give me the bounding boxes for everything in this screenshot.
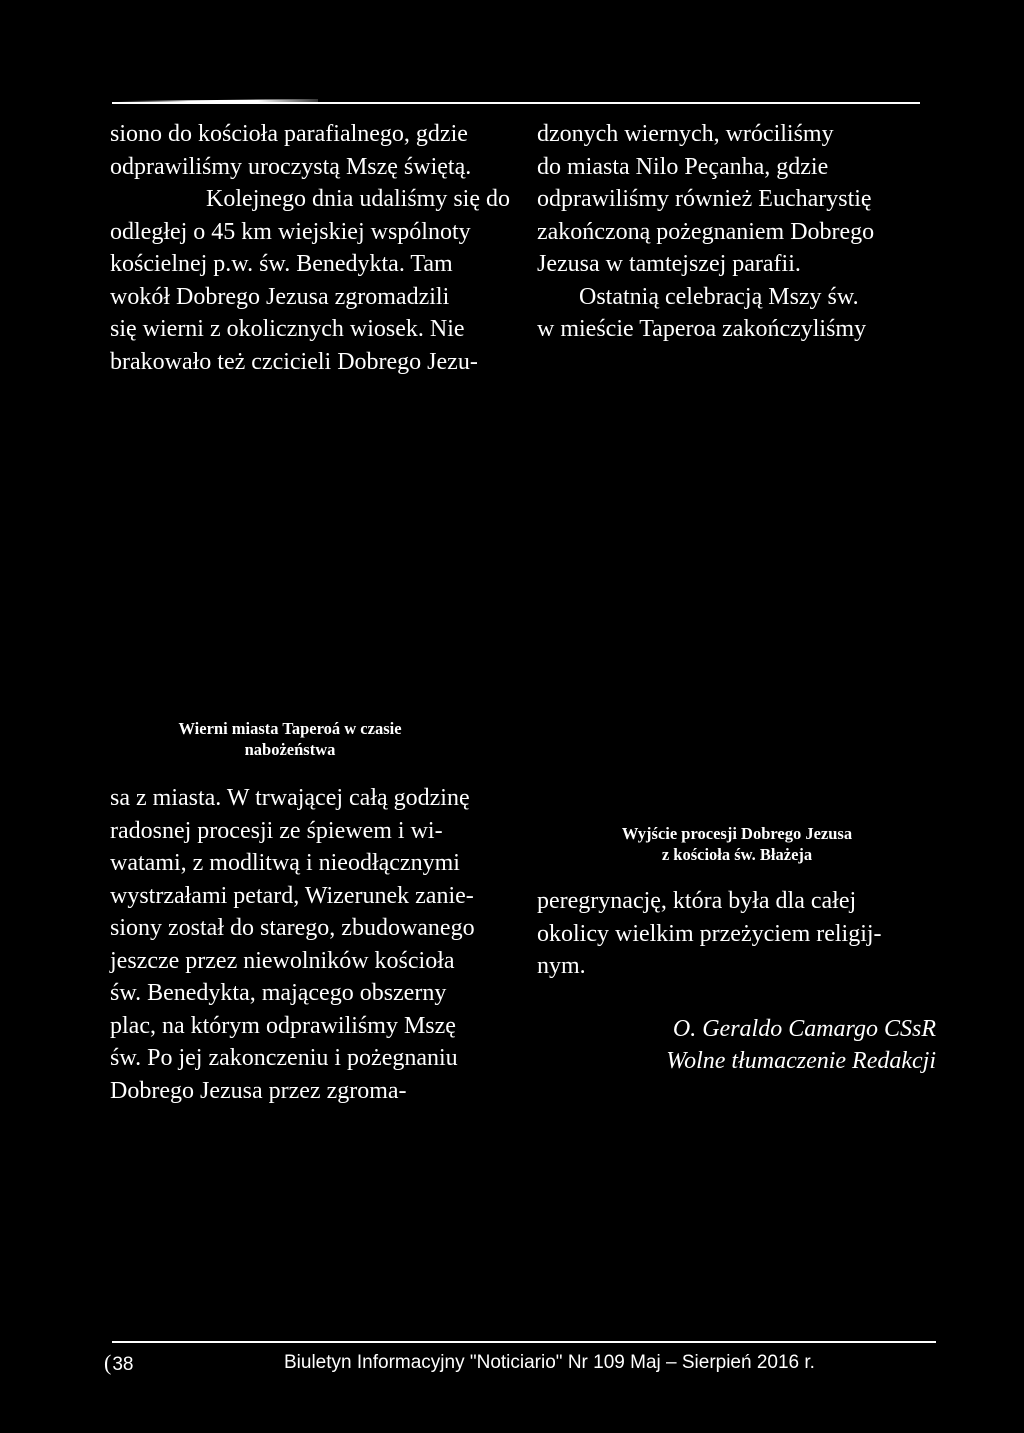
text-line: plac, na którym odprawiliśmy Mszę [110,1012,456,1039]
text-line: sa z miasta. W trwającej całą godzinę [110,785,470,811]
text-line: nym. [537,953,586,979]
text-line: brakowało też czcicieli Dobrego Jezu- [110,348,478,375]
footer-title: Biuletyn Informacyjny "Noticiario" Nr 109 Maj – Sierpień 2016 r. [284,1352,815,1373]
text-line: odległej o 45 km wiejskiej wspólnoty [110,218,471,245]
header-rule [112,102,920,104]
page-bracket-icon: ( [104,1350,112,1375]
photo-caption-2: Wyjście procesji Dobrego Jezusa z kościoła św. Błażeja [621,824,853,864]
text-line: zakończoną pożegnaniem Dobrego [537,218,875,245]
text-line: odprawiliśmy również Eucharystię [537,186,872,212]
text-line: jeszcze przez niewolników kościoła [110,947,455,974]
footer-rule [112,1341,936,1343]
text-line: wystrzałami petard, Wizerunek zanie- [110,882,474,909]
text-column-top-left [110,118,510,378]
text-line: Kolejnego dnia udaliśmy się do [206,186,510,212]
text-column-bottom-left [110,782,510,1107]
text-line: Ostatnią celebracją Mszy św. [579,283,859,310]
text-line: Jezusa w tamtejszej parafii. [537,251,801,277]
photo-caption-1: Wierni miasta Taperoá w czasie nabożeństwa [178,719,402,759]
text-line: siony został do starego, zbudowanego [110,915,475,941]
text-line: do miasta Nilo Peçanha, gdzie [537,153,829,180]
text-column-bottom-right [537,885,937,983]
text-line: okolicy wielkim przeżyciem religij- [537,920,882,947]
text-line: kościelnej p.w. św. Benedykta. Tam [110,251,453,277]
text-line: radosnej procesji ze śpiewem i wi- [110,817,443,844]
text-line: św. Benedykta, mającego obszerny [110,980,447,1006]
text-line: dzonych wiernych, wróciliśmy [537,121,834,147]
text-line: peregrynację, która była dla całej [537,888,857,914]
text-line: św. Po jej zakonczeniu i pożegnaniu [110,1045,458,1071]
page-number: (38 [104,1350,134,1375]
article-signature [560,1013,936,1077]
text-line: Dobrego Jezusa przez zgroma- [110,1077,407,1104]
author-name: O. Geraldo Camargo CSsR [672,1016,936,1042]
text-line: wokół Dobrego Jezusa zgromadzili [110,283,450,310]
text-line: odprawiliśmy uroczystą Mszę świętą. [110,153,472,180]
text-line: w mieście Taperoa zakończyliśmy [537,316,867,342]
translation-note: Wolne tłumaczenie Redakcji [666,1048,936,1074]
text-column-top-right [537,118,937,346]
text-line: watami, z modlitwą i nieodłącznymi [110,850,460,876]
text-line: siono do kościoła parafialnego, gdzie [110,121,468,147]
text-line: się wierni z okolicznych wiosek. Nie [110,316,465,342]
